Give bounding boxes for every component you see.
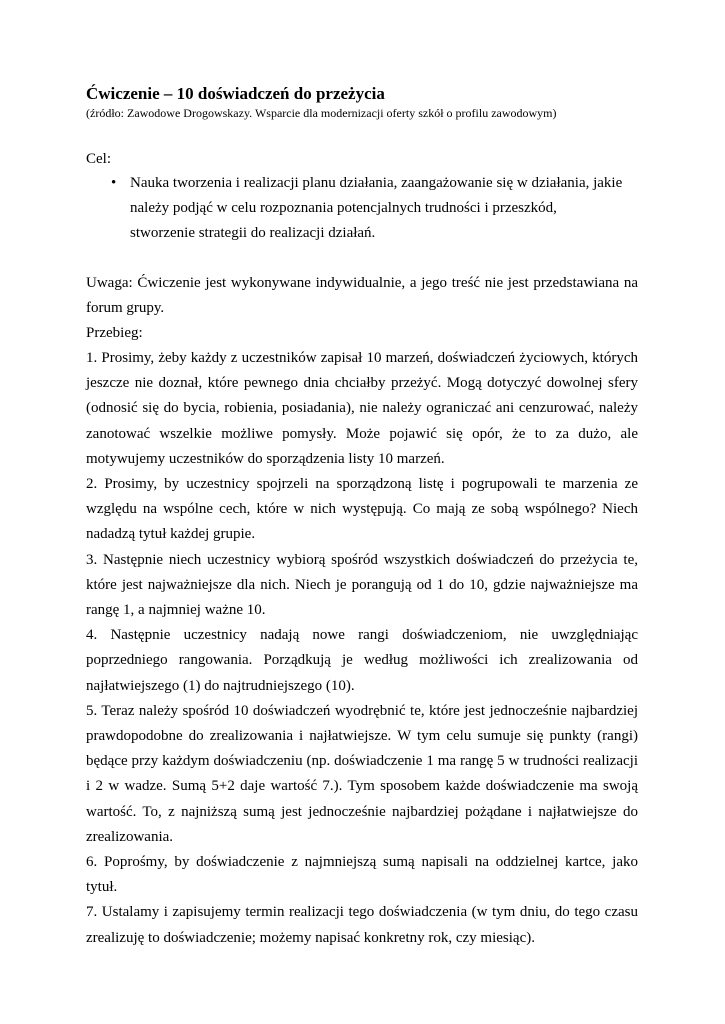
- step-item-4: 4. Następnie uczestnicy nadają nowe rangi doświadczeniom, nie uwzględniając poprzedniego rangowania. Porządkują je według możliwości ich zrealizowania od najłatwiejszego (1) do najtrudniejszego (10).: [86, 627, 638, 694]
- step-item-1: 1. Prosimy, żeby każdy z uczestników zapisał 10 marzeń, doświadczeń życiowych, których jeszcze nie doznał, które pewnego dnia chciałby przeżyć. Mogą dotyczyć dowolnej sfery (odnosić się do bycia, robienia, posiadania), nie należy ograniczać ani cenzurować, należy zanotować wszelkie możliwe pomysły. Może pojawić się opór, że to za dużo, ale motywujemy uczestników do sporządzenia listy 10 marzeń.: [86, 350, 638, 467]
- procedure-label: Przebieg:: [86, 325, 143, 341]
- step-item-6: 6. Poprośmy, by doświadczenie z najmniejszą sumą napisali na oddzielnej kartce, jako tytuł.: [86, 854, 638, 896]
- document-title: Ćwiczenie – 10 doświadczeń do przeżycia: [86, 84, 385, 103]
- step-item-5: 5. Teraz należy spośród 10 doświadczeń wyodrębnić te, które jest jednocześnie najbardziej prawdopodobne do zrealizowania i najłatwiejsze. W tym celu sumuje się punkty (rangi) będące przy każdym doświadczeniu (np. doświadczenie 1 ma rangę 5 w trudności realizacji i 2 w wadze. Sumą 5+2 daje wartość 7.). Tym sposobem każde doświadczenie ma swoją wartość. To, z najniższą sumą jest jednocześnie najbardziej pożądane i najłatwiejsze do zrealizowania.: [86, 702, 638, 845]
- goal-label: Cel:: [86, 151, 111, 167]
- step-item-3: 3. Następnie niech uczestnicy wybiorą spośród wszystkich doświadczeń do przeżycia te, które jest najważniejsze dla nich. Niech je porangują od 1 do 10, gdzie najważniejsze ma rangę 1, a najmniej ważne 10.: [86, 551, 638, 619]
- note-paragraph: Uwaga: Ćwiczenie jest wykonywane indywidualnie, a jego treść nie jest przedstawiana na forum grupy.: [86, 275, 638, 317]
- bullet-icon: •: [111, 175, 117, 191]
- step-item-2: 2. Prosimy, by uczestnicy spojrzeli na sporządzoną listę i pogrupowali te marzenia ze względu na wspólne cech, które w nich występują. Co mają ze sobą wspólnego? Niech nadadzą tytuł każdej grupie.: [86, 476, 638, 543]
- procedure-steps: [86, 346, 638, 951]
- step-item-7: 7. Ustalamy i zapisujemy termin realizacji tego doświadczenia (w tym dniu, do tego czasu zrealizuję to doświadczenie; możemy napisać konkretny rok, czy miesiąc).: [86, 904, 638, 946]
- goal-bullet-text: Nauka tworzenia i realizacji planu działania, zaangażowanie się w działania, jakie należy podjąć w celu rozpoznania potencjalnych trudności i przeszkód, stworzenie strategii do realizacji działań.: [130, 175, 623, 242]
- source-note: (źródło: Zawodowe Drogowskazy. Wsparcie dla modernizacji oferty szkół o profilu zawodowym): [86, 106, 557, 120]
